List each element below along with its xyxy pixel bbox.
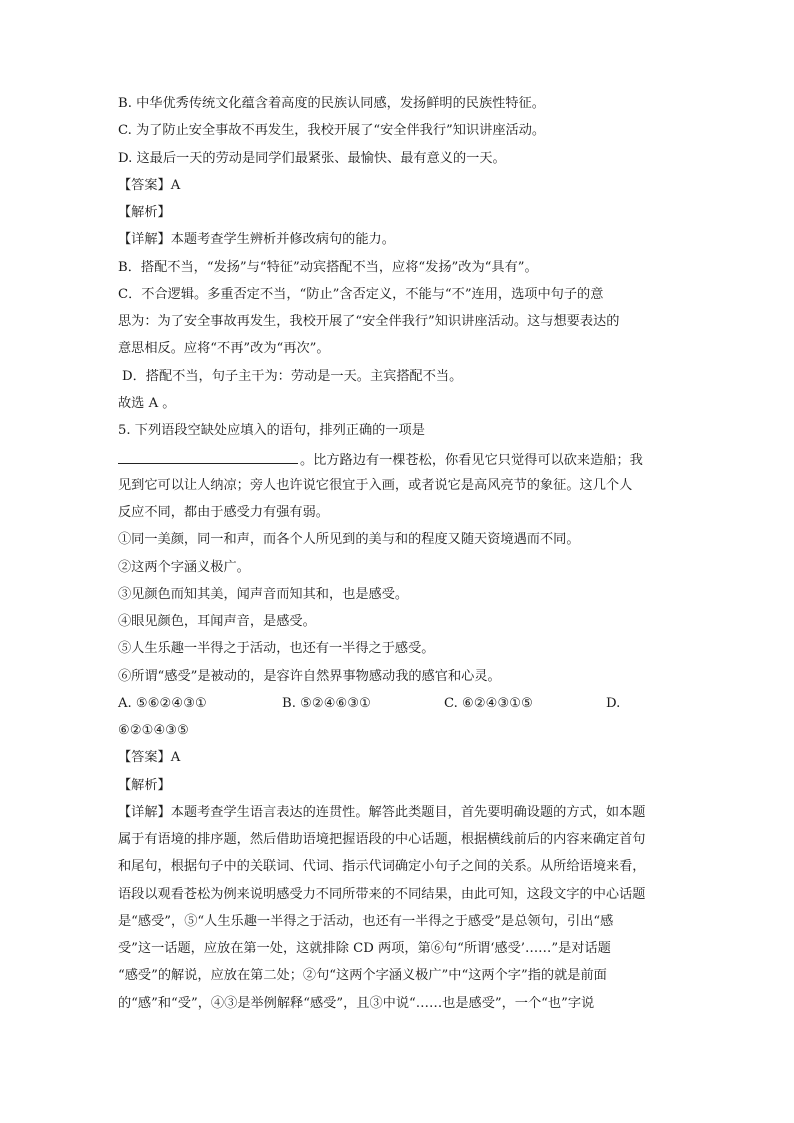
q5-detail-line: 受”这一话题，应放在第一处，这就排除 CD 两项，第⑥句“所谓‘感受’……”是对话题 (118, 941, 611, 956)
fill-in-blank (118, 449, 298, 464)
q4-detail-line: B．搭配不当，“发扬”与“特征”动宾搭配不当，应将“发扬”改为“具有”。 (118, 260, 538, 275)
q5-passage-line-3: 反应不同，都由于感受力有强有弱。 (118, 505, 329, 520)
q4-detail-line: 【详解】本题考查学生辨析并修改病句的能力。 (118, 232, 395, 247)
q5-choice-a: A. ⑤⑥②④③① (118, 696, 207, 711)
q5-sentence-item: ⑤人生乐趣一半得之于活动，也还有一半得之于感受。 (118, 641, 435, 656)
q4-analysis-heading: 【解析】 (118, 205, 171, 220)
q4-conclusion: 故选 A 。 (118, 396, 176, 411)
q5-passage-line-1 (118, 449, 643, 470)
q4-option-b: B. 中华优秀传统文化蕴含着高度的民族认同感，发扬鲜明的民族性特征。 (118, 96, 545, 111)
q5-choice-b: B. ⑤②④⑥③① (282, 696, 372, 711)
q5-detail-line: 是“感受”，⑤“人生乐趣一半得之于活动，也还有一半得之于感受”是总领句，引出“感 (118, 914, 614, 929)
q5-sentence-item: ⑥所谓“感受”是被动的，是容许自然界事物感动我的感官和心灵。 (118, 669, 501, 684)
q4-detail-line: C．不合逻辑。多重否定不当，“防止”含否定义，不能与“不”连用，选项中句子的意 (118, 287, 604, 302)
q4-detail-line: D．搭配不当，句子主干为：劳动是一天。主宾搭配不当。 (122, 369, 463, 384)
q5-choice-d: D. (606, 696, 621, 711)
q5-detail-line: 语段以观看苍松为例来说明感受力不同所带来的不同结果，由此可知，这段文字的中心话题 (118, 887, 646, 902)
q5-answer: 【答案】A (118, 750, 181, 765)
q5-analysis-heading: 【解析】 (118, 778, 171, 793)
q5-sentence-item: ③见颜色而知其美，闻声音而知其和，也是感受。 (118, 587, 409, 602)
q5-detail-line: 属于有语境的排序题，然后借助语境把握语段的中心话题，根据横线前后的内容来确定首句 (118, 832, 646, 847)
q4-detail-line: 意思相反。应将“不再”改为“再次”。 (118, 341, 330, 356)
q5-detail-line: 和尾句，根据句子中的关联词、代词、指示代词确定小句子之间的关系。从所给语境来看， (118, 859, 646, 874)
q5-passage-text: 。比方路边有一棵苍松，你看见它只觉得可以砍来造船；我 (300, 453, 643, 468)
q5-choice-c: C. ⑥②④③①⑤ (444, 696, 533, 711)
q5-sentence-item: ②这两个字涵义极广。 (118, 560, 250, 575)
q5-passage-line-2: 见到它可以让人纳凉；旁人也许说它很宜于入画，或者说它是高风亮节的象征。这几个人 (118, 478, 633, 493)
q5-detail-line: “感受”的解说，应放在第二处；②句“这两个字涵义极广”中“这两个字”指的就是前面 (118, 968, 607, 983)
q5-sentence-item: ④眼见颜色，耳闻声音，是感受。 (118, 614, 316, 629)
q4-option-d: D. 这最后一天的劳动是同学们最紧张、最愉快、最有意义的一天。 (118, 151, 506, 166)
q4-detail-line: 思为：为了安全事故再发生，我校开展了“安全伴我行”知识讲座活动。这与想要表达的 (118, 314, 620, 329)
q5-choice-d-value: ⑥②①④③⑤ (118, 723, 189, 738)
q5-sentence-item: ①同一美颜，同一和声，而各个人所见到的美与和的程度又随天资境遇而不同。 (118, 532, 580, 547)
q5-detail-line: 【详解】本题考查学生语言表达的连贯性。解答此类题目，首先要明确设题的方式，如本题 (118, 805, 646, 820)
q4-option-c: C. 为了防止安全事故不再发生，我校开展了“安全伴我行”知识讲座活动。 (118, 123, 546, 138)
q5-detail-line: 的“感”和“受”，④③是举例解释“感受”，且③中说“……也是感受”，一个“也”字说 (118, 996, 595, 1011)
q5-stem: 5. 下列语段空缺处应填入的语句，排列正确的一项是 (118, 423, 425, 438)
q4-answer: 【答案】A (118, 178, 181, 193)
